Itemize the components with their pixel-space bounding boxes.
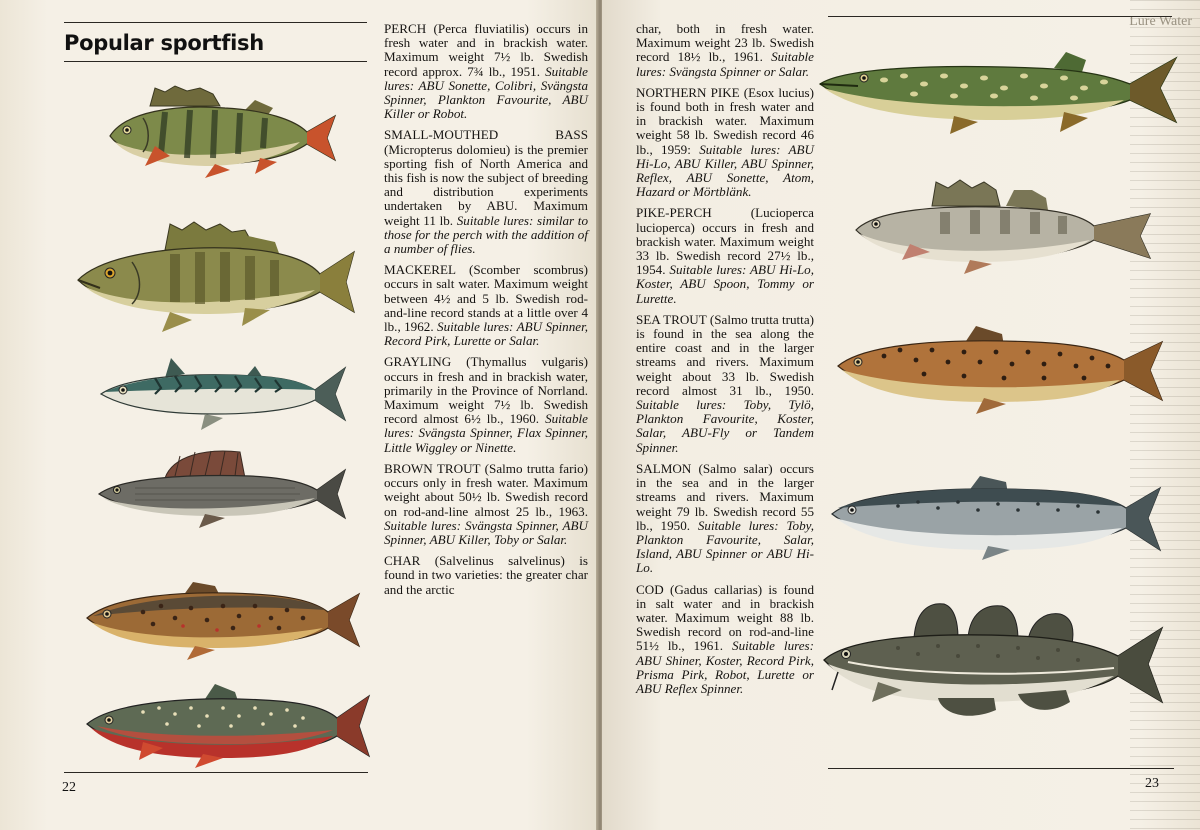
entry-small-mouthed-bass-lures: Suitable lures: similar to those for the perch with the addition of a number of flies. bbox=[384, 212, 588, 257]
entry-brown-trout-lures: Suitable lures: Svängsta Spinner, ABU Spinner, ABU Killer, Toby or Salar. bbox=[384, 517, 588, 547]
entry-grayling-text: GRAYLING (Thymallus vulgaris) occurs in fresh and in brackish water, primarily in the Province of Norrland. Maximum weight 7½ lb. Swedish record almost 6½ lb., 1960. bbox=[384, 354, 588, 427]
right-page bbox=[602, 0, 1200, 830]
mackerel-illustration bbox=[95, 352, 350, 436]
grayling-illustration bbox=[95, 448, 350, 530]
entry-northern-pike bbox=[636, 86, 814, 200]
page-title: Popular sportfish bbox=[64, 31, 264, 55]
perch-illustration bbox=[95, 86, 345, 186]
sea-trout-illustration bbox=[834, 322, 1166, 418]
char-illustration bbox=[83, 678, 373, 770]
entry-sea-trout-text: SEA TROUT (Salmo trutta trutta) is found in the sea along the entire coast and in the larger streams and rivers. Maximum weight about 33 lb. Swedish record almost 31 lb., 1950. bbox=[636, 311, 814, 398]
header-rule-bottom bbox=[64, 61, 367, 62]
entry-salmon-lures: Suitable lures: Toby, Plankton Favourite, Salar, Island, ABU Spinner or ABU Hi-Lo. bbox=[636, 517, 814, 576]
right-text-column bbox=[636, 22, 814, 703]
entry-char-text: CHAR (Salvelinus salvelinus) is found in two varieties: the greater char and the arctic bbox=[384, 553, 588, 597]
entry-perch bbox=[384, 22, 588, 121]
entry-cod-lures: Suitable lures: ABU Shiner, Koster, Record Pirk, Prisma Pirk, Robot, Lurette or ABU Reflex Spinner. bbox=[636, 638, 814, 696]
footer-rule bbox=[64, 772, 368, 773]
salmon-illustration bbox=[828, 470, 1164, 562]
entry-brown-trout-text: BROWN TROUT (Salmo trutta fario) occurs only in fresh water. Maximum weight about 50½ lb. Swedish record on rod-and-line almost 25 lb., 1963. bbox=[384, 460, 588, 519]
small-mouthed-bass-illustration bbox=[70, 218, 360, 336]
entry-perch-text: PERCH (Perca fluviatilis) occurs in fresh water and in brackish water. Maximum weight 7½ lb. Swedish record approx. 7¾ lb., 1951. bbox=[384, 21, 588, 79]
entry-mackerel bbox=[384, 263, 588, 348]
entry-pike-perch-lures: Suitable lures: ABU Hi-Lo, Koster, ABU Spoon, Tommy or Lurette. bbox=[636, 262, 814, 306]
entry-mackerel-text: MACKEREL (Scomber scombrus) occurs in salt water. Maximum weight between 4½ and 5 lb. Swedish rod-and-line record stands at a little over 4 lb., 1962. bbox=[384, 262, 588, 335]
entry-small-mouthed-bass-text: SMALL-MOUTHED BASS (Micropterus dolomieu) is the premier sporting fish of North America and this fish is now the subject of breeding and distribution experiments undertaken by ABU. Maximum weight 11 lb. bbox=[384, 127, 588, 228]
brown-trout-illustration bbox=[83, 578, 363, 662]
entry-grayling bbox=[384, 355, 588, 454]
entry-salmon bbox=[636, 462, 814, 576]
left-text-column bbox=[384, 22, 588, 604]
entry-cod bbox=[636, 583, 814, 697]
footer-rule-right bbox=[828, 768, 1174, 769]
entry-char bbox=[384, 554, 588, 597]
page-number-left: 22 bbox=[62, 780, 76, 795]
header-rule-top bbox=[64, 22, 367, 23]
header-rule-right bbox=[828, 16, 1172, 17]
entry-brown-trout bbox=[384, 462, 588, 547]
entry-char-continued bbox=[636, 22, 814, 79]
entry-salmon-text: SALMON (Salmo salar) occurs in the sea and in the larger streams and rivers. Maximum weight 79 lb. Swedish record 55 lb., 1950. bbox=[636, 460, 814, 533]
entry-northern-pike-text: NORTHERN PIKE (Esox lucius) is found both in fresh water and in brackish water. Maximum weight 58 lb. Swedish record 46 lb., 1959: bbox=[636, 84, 814, 157]
left-page bbox=[0, 0, 598, 830]
entry-small-mouthed-bass bbox=[384, 128, 588, 256]
bleed-through-heading: Lure Water bbox=[1129, 14, 1192, 29]
entry-northern-pike-lures: Suitable lures: ABU Hi-Lo, ABU Killer, ABU Spinner, Reflex, ABU Sonette, Atom, Hazard or Mörtblänk. bbox=[636, 141, 814, 200]
entry-grayling-lures: Suitable lures: Svängsta Spinner, Flax Spinner, Little Wiggley or Ninette. bbox=[384, 411, 588, 455]
entry-char-lures: Suitable lures: Svängsta Spinner or Salar. bbox=[636, 49, 814, 79]
entry-sea-trout bbox=[636, 313, 814, 455]
entry-perch-lures: Suitable lures: ABU Sonette, Colibri, Svängsta Spinner, Plankton Favourite, ABU Killer or Robot. bbox=[384, 63, 588, 122]
entry-sea-trout-lures: Suitable lures: Toby, Tylö, Plankton Favourite, Koster, Salar, ABU-Fly or Tandem Spinner. bbox=[636, 397, 814, 455]
pike-perch-illustration bbox=[850, 176, 1160, 276]
entry-mackerel-lures: Suitable lures: ABU Spinner, Record Pirk, Lurette or Salar. bbox=[384, 319, 588, 349]
entry-char-continued-text: char, both in fresh water. Maximum weight 23 lb. Swedish record 18½ lb., 1961. bbox=[636, 21, 814, 65]
entry-pike-perch-text: PIKE-PERCH (Lucioperca lucioperca) occurs in fresh and brackish water. Maximum weight 33 lb. Swedish record 27½ lb., 1954. bbox=[636, 205, 814, 278]
page-number-right: 23 bbox=[1145, 776, 1159, 791]
entry-cod-text: COD (Gadus callarias) is found in salt water and in brackish water. Maximum weight 88 lb. Swedish record on rod-and-line 51½ lb., 1961. bbox=[636, 581, 814, 654]
northern-pike-illustration bbox=[814, 42, 1180, 142]
entry-pike-perch bbox=[636, 206, 814, 305]
cod-illustration bbox=[818, 598, 1168, 728]
